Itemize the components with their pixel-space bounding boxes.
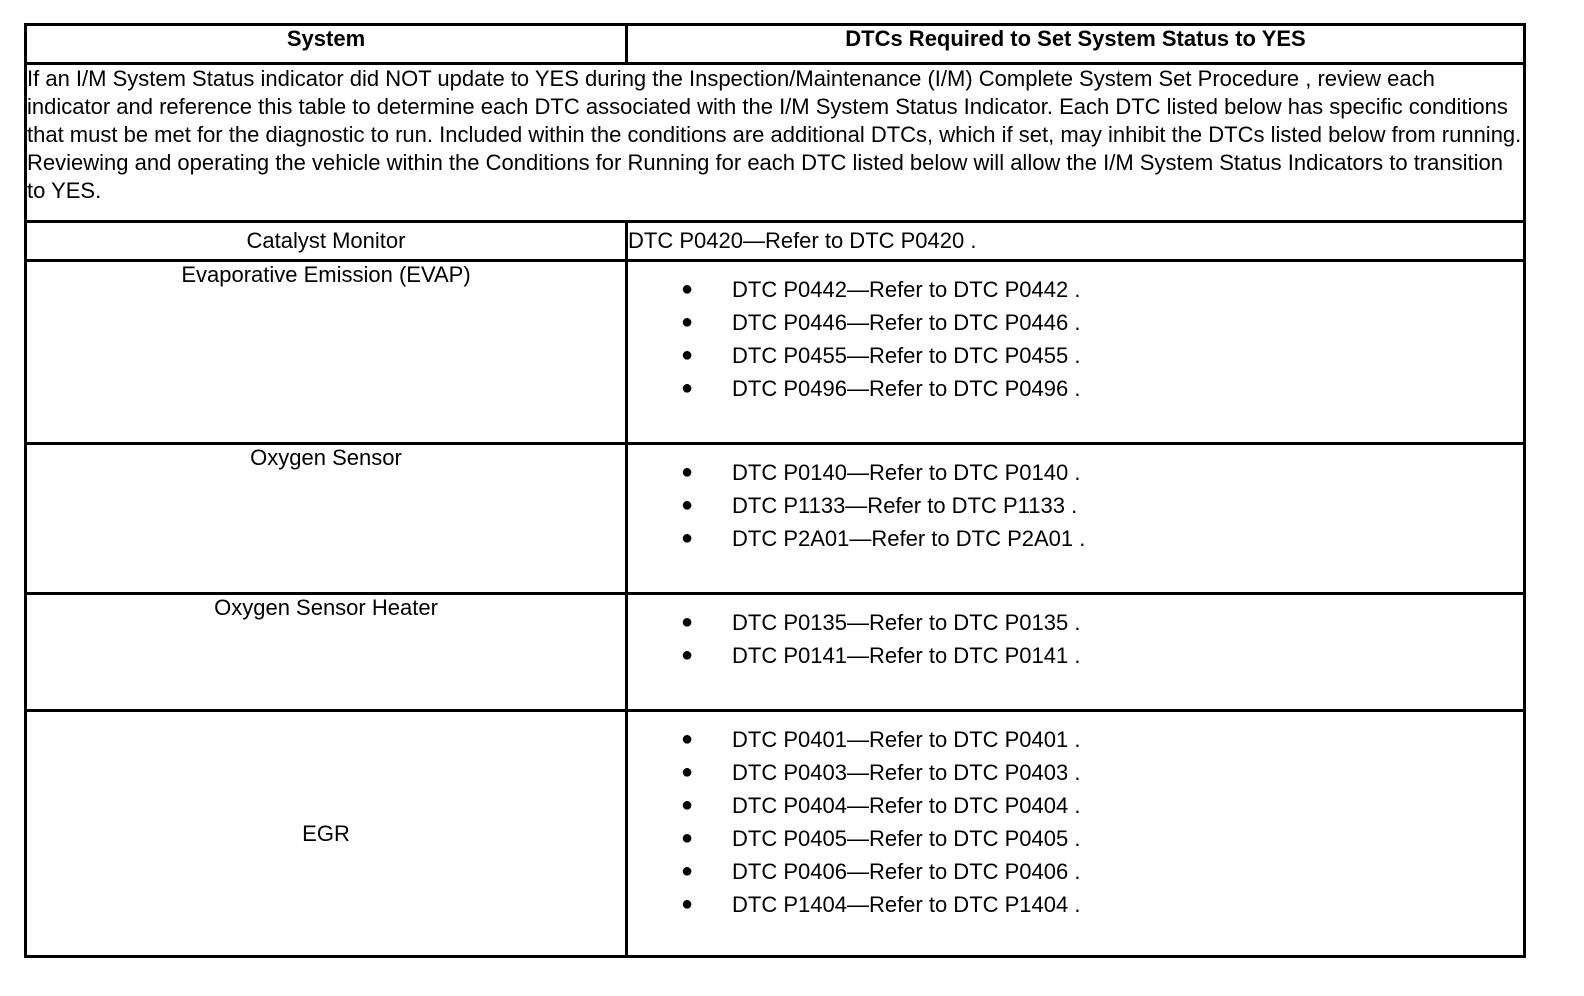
dtc-cell-egr (627, 711, 1525, 957)
bullet-icon: ● (681, 893, 694, 915)
intro-paragraph: If an I/M System Status indicator did NOT update to YES during the Inspection/Maintenance (I/M) Complete System Set Procedure , review each indicator and reference this table to determine each DTC associated with the I/M System Status Indicator. Each DTC listed below has specific conditions that must be met for the diagnostic to run. Included within the conditions are additional DTCs, which if set, may inhibit the DTCs listed below from running. Reviewing and operating the vehicle within the Conditions for Running for each DTC listed below will allow the I/M System Status Indicators to transition to YES. (26, 64, 1525, 222)
list-item (628, 789, 1523, 822)
bullet-icon: ● (681, 311, 694, 333)
system-name-egr: EGR (26, 711, 627, 957)
dtc-text: DTC P0401—Refer to DTC P0401 . (732, 727, 1081, 752)
dtc-list-oxygen-sensor-heater (628, 595, 1523, 672)
list-item (628, 639, 1523, 672)
dtc-list-oxygen-sensor (628, 445, 1523, 555)
list-item (628, 339, 1523, 372)
dtc-text: DTC P0406—Refer to DTC P0406 . (732, 859, 1081, 884)
bullet-icon: ● (681, 794, 694, 816)
list-item (628, 723, 1523, 756)
dtc-text: DTC P0135—Refer to DTC P0135 . (732, 610, 1081, 635)
dtc-text: DTC P0141—Refer to DTC P0141 . (732, 643, 1081, 668)
table-row-oxygen-sensor-heater (26, 594, 1525, 711)
dtc-cell-oxygen-sensor-heater (627, 594, 1525, 711)
bullet-icon: ● (681, 377, 694, 399)
dtc-text: DTC P0442—Refer to DTC P0442 . (732, 277, 1081, 302)
list-item (628, 606, 1523, 639)
list-item (628, 822, 1523, 855)
bullet-icon: ● (681, 728, 694, 750)
dtc-text: DTC P0404—Refer to DTC P0404 . (732, 793, 1081, 818)
dtc-cell-oxygen-sensor (627, 444, 1525, 594)
header-row (26, 25, 1525, 64)
dtc-text: DTC P0140—Refer to DTC P0140 . (732, 460, 1081, 485)
bullet-icon: ● (681, 344, 694, 366)
bullet-icon: ● (681, 461, 694, 483)
dtc-text: DTC P0405—Refer to DTC P0405 . (732, 826, 1081, 851)
dtc-text: DTC P0446—Refer to DTC P0446 . (732, 310, 1081, 335)
dtc-table (24, 23, 1526, 958)
list-item (628, 888, 1523, 921)
dtc-catalyst: DTC P0420—Refer to DTC P0420 . (627, 222, 1525, 261)
dtc-text: DTC P0403—Refer to DTC P0403 . (732, 760, 1081, 785)
bullet-icon: ● (681, 860, 694, 882)
dtc-list-evap (628, 262, 1523, 405)
system-column-header: System (26, 25, 627, 64)
bullet-icon: ● (681, 611, 694, 633)
dtcs-column-header: DTCs Required to Set System Status to YES (627, 25, 1525, 64)
bullet-icon: ● (681, 644, 694, 666)
list-item (628, 456, 1523, 489)
bullet-icon: ● (681, 827, 694, 849)
dtc-text: DTC P0455—Refer to DTC P0455 . (732, 343, 1081, 368)
list-item (628, 306, 1523, 339)
table-row-catalyst (26, 222, 1525, 261)
dtc-text: DTC P1133—Refer to DTC P1133 . (732, 493, 1078, 518)
bullet-icon: ● (681, 761, 694, 783)
intro-row (26, 64, 1525, 222)
system-name-oxygen-sensor-heater: Oxygen Sensor Heater (26, 594, 627, 711)
bullet-icon: ● (681, 527, 694, 549)
table-row-oxygen-sensor (26, 444, 1525, 594)
system-name-oxygen-sensor: Oxygen Sensor (26, 444, 627, 594)
dtc-cell-evap (627, 261, 1525, 444)
list-item (628, 756, 1523, 789)
bullet-icon: ● (681, 278, 694, 300)
table-row-evap (26, 261, 1525, 444)
table-row-egr (26, 711, 1525, 957)
system-name-evap: Evaporative Emission (EVAP) (26, 261, 627, 444)
dtc-list-egr (628, 712, 1523, 921)
bullet-icon: ● (681, 494, 694, 516)
system-name-catalyst: Catalyst Monitor (26, 222, 627, 261)
list-item (628, 855, 1523, 888)
list-item (628, 273, 1523, 306)
dtc-text: DTC P1404—Refer to DTC P1404 . (732, 892, 1081, 917)
dtc-text: DTC P2A01—Refer to DTC P2A01 . (732, 526, 1086, 551)
dtc-text: DTC P0496—Refer to DTC P0496 . (732, 376, 1081, 401)
list-item (628, 522, 1523, 555)
list-item (628, 489, 1523, 522)
list-item (628, 372, 1523, 405)
